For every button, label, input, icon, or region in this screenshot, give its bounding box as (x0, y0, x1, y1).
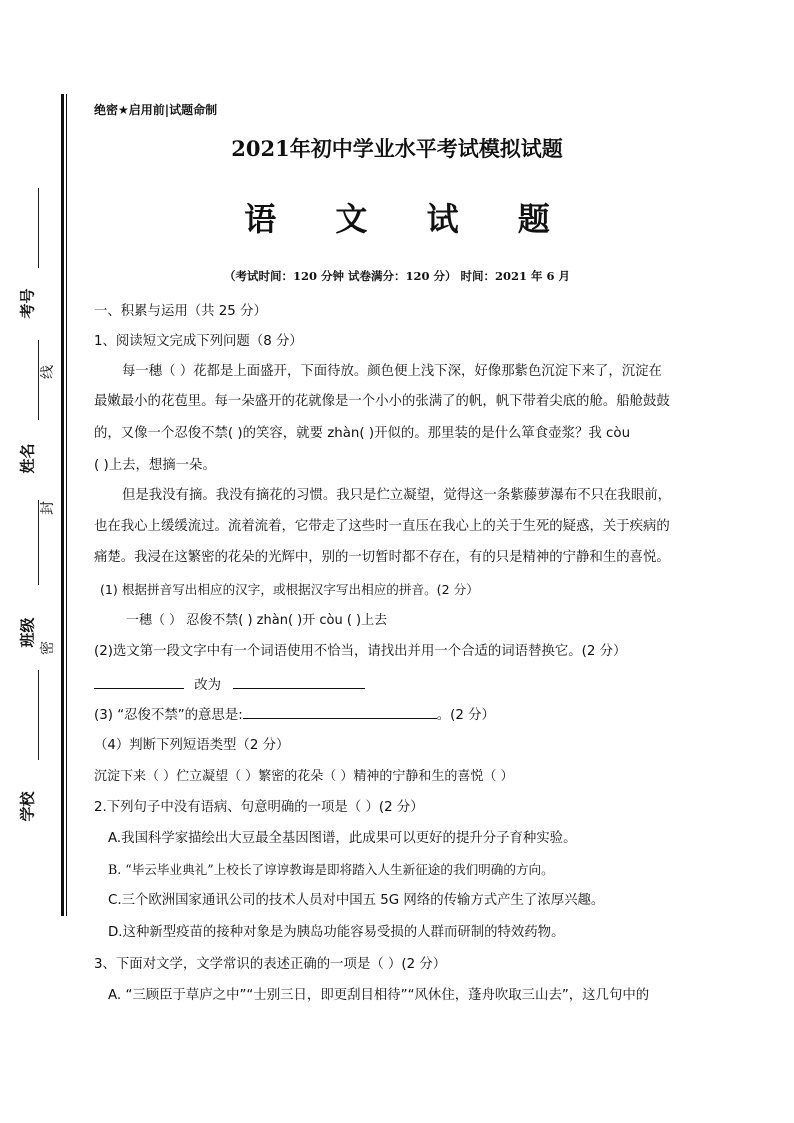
question-1-1: (1) 根据拼音写出相应的汉字，或根据汉字写出相应的拼音。(2 分） (100, 582, 479, 597)
change-to-label: 改为 (194, 678, 222, 693)
binding-char-line: 线 (40, 365, 56, 379)
section-heading: 一、积累与运用（共 25 分） (94, 304, 267, 319)
passage-line: 也在我心上缓缓流过。流着流着，它带走了这些时一直压在我心上的关于生死的疑惑，关于疾病的 (94, 519, 670, 534)
binding-char-seal: 封 (40, 501, 56, 515)
question-3-option-a: A. “三顾臣于草庐之中”“士别三日，即更刮目相待”“风休住，蓬舟吹取三山去”，这几句中的 (108, 988, 650, 1003)
question-3: 3、下面对文学，文学常识的表述正确的一项是（ ）(2 分） (94, 957, 447, 972)
question-2-option-b: B. “毕云毕业典礼”上校长了谆谆教诲是即将踏入人生新征途的我们明确的方向。 (108, 862, 554, 877)
passage-line: 最嫩最小的花苞里。每一朵盛开的花就像是一个小小的张满了的帆，帆下带着尖底的舱。船舱鼓鼓 (94, 394, 670, 409)
passage-line: 的，又像一个忍俊不禁( )的笑容，就要 zhàn( )开似的。那里装的是什么箪食壶浆？我 còu (94, 426, 631, 441)
question-1-4: （4）判断下列短语类型（2 分） (94, 738, 290, 753)
sidebar-line-4 (38, 670, 39, 760)
answer-blank-meaning[interactable] (243, 704, 437, 719)
sidebar-line-2 (38, 340, 39, 420)
question-1-1-answers: 一穗（ ） 忍俊不禁( ) zhàn( )开 còu ( )上去 (126, 613, 388, 628)
question-1: 1、阅读短文完成下列问题（8 分） (94, 334, 303, 349)
sidebar-label-class: 班级 (18, 617, 37, 648)
question-1-4-answers: 沉淀下来（ ）伫立凝望（ ）繁密的花朵（ ）精神的宁静和生的喜悦（ ） (94, 769, 514, 784)
question-1-3-prefix: (3) “忍俊不禁”的意思是: (94, 708, 243, 723)
question-1-3-suffix: 。(2 分） (436, 708, 495, 723)
exam-title: 2021年初中学业水平考试模拟试题 (231, 136, 563, 161)
subject-title: 语 文 试 题 (244, 200, 574, 238)
sidebar-label-school: 学校 (18, 791, 37, 822)
answer-blank-wrong-word[interactable] (94, 674, 184, 689)
passage-line: 但是我没有摘。我没有摘花的习惯。我只是伫立凝望，觉得这一条紫藤萝瀑布不只在我眼前， (122, 488, 672, 503)
binding-char-secret: 密 (40, 641, 56, 655)
passage-line: 痛楚。我浸在这繁密的花朵的光辉中，别的一切暂时都不存在，有的只是精神的宁静和生的喜悦。 (94, 550, 670, 565)
question-2-option-d: D.这种新型疫苗的接种对象是为胰岛功能容易受损的人群而研制的特效药物。 (108, 925, 565, 940)
passage-line: 每一穗（ ）花都是上面盛开，下面待放。颜色便上浅下深，好像那紫色沉淀下来了，沉淀在 (122, 364, 662, 379)
question-2: 2.下列句子中没有语病、句意明确的一项是（ ）(2 分） (94, 800, 424, 815)
question-2-option-a: A.我国科学家描绘出大豆最全基因图谱，此成果可以更好的提升分子育种实验。 (108, 831, 577, 846)
confidential-mark: 绝密★启用前|试题命制 (94, 103, 218, 117)
question-2-option-c: C.三个欧洲国家通讯公司的技术人员对中国五 5G 网络的传输方式产生了浓厚兴趣。 (108, 893, 605, 908)
sidebar-label-exam-number: 考号 (18, 288, 37, 319)
sidebar-label-name: 姓名 (18, 443, 37, 474)
answer-blank-correct-word[interactable] (233, 674, 365, 689)
exam-time-info: （考试时间：120 分钟 试卷满分：120 分） 时间：2021 年 6 月 (223, 269, 571, 283)
passage-line: ( )上去，想摘一朵。 (94, 458, 216, 473)
question-1-3 (94, 704, 495, 726)
question-1-2: (2)选文第一段文字中有一个词语使用不恰当，请找出并用一个合适的词语替换它。(2 分） (94, 644, 627, 659)
question-1-2-answer (94, 674, 365, 696)
